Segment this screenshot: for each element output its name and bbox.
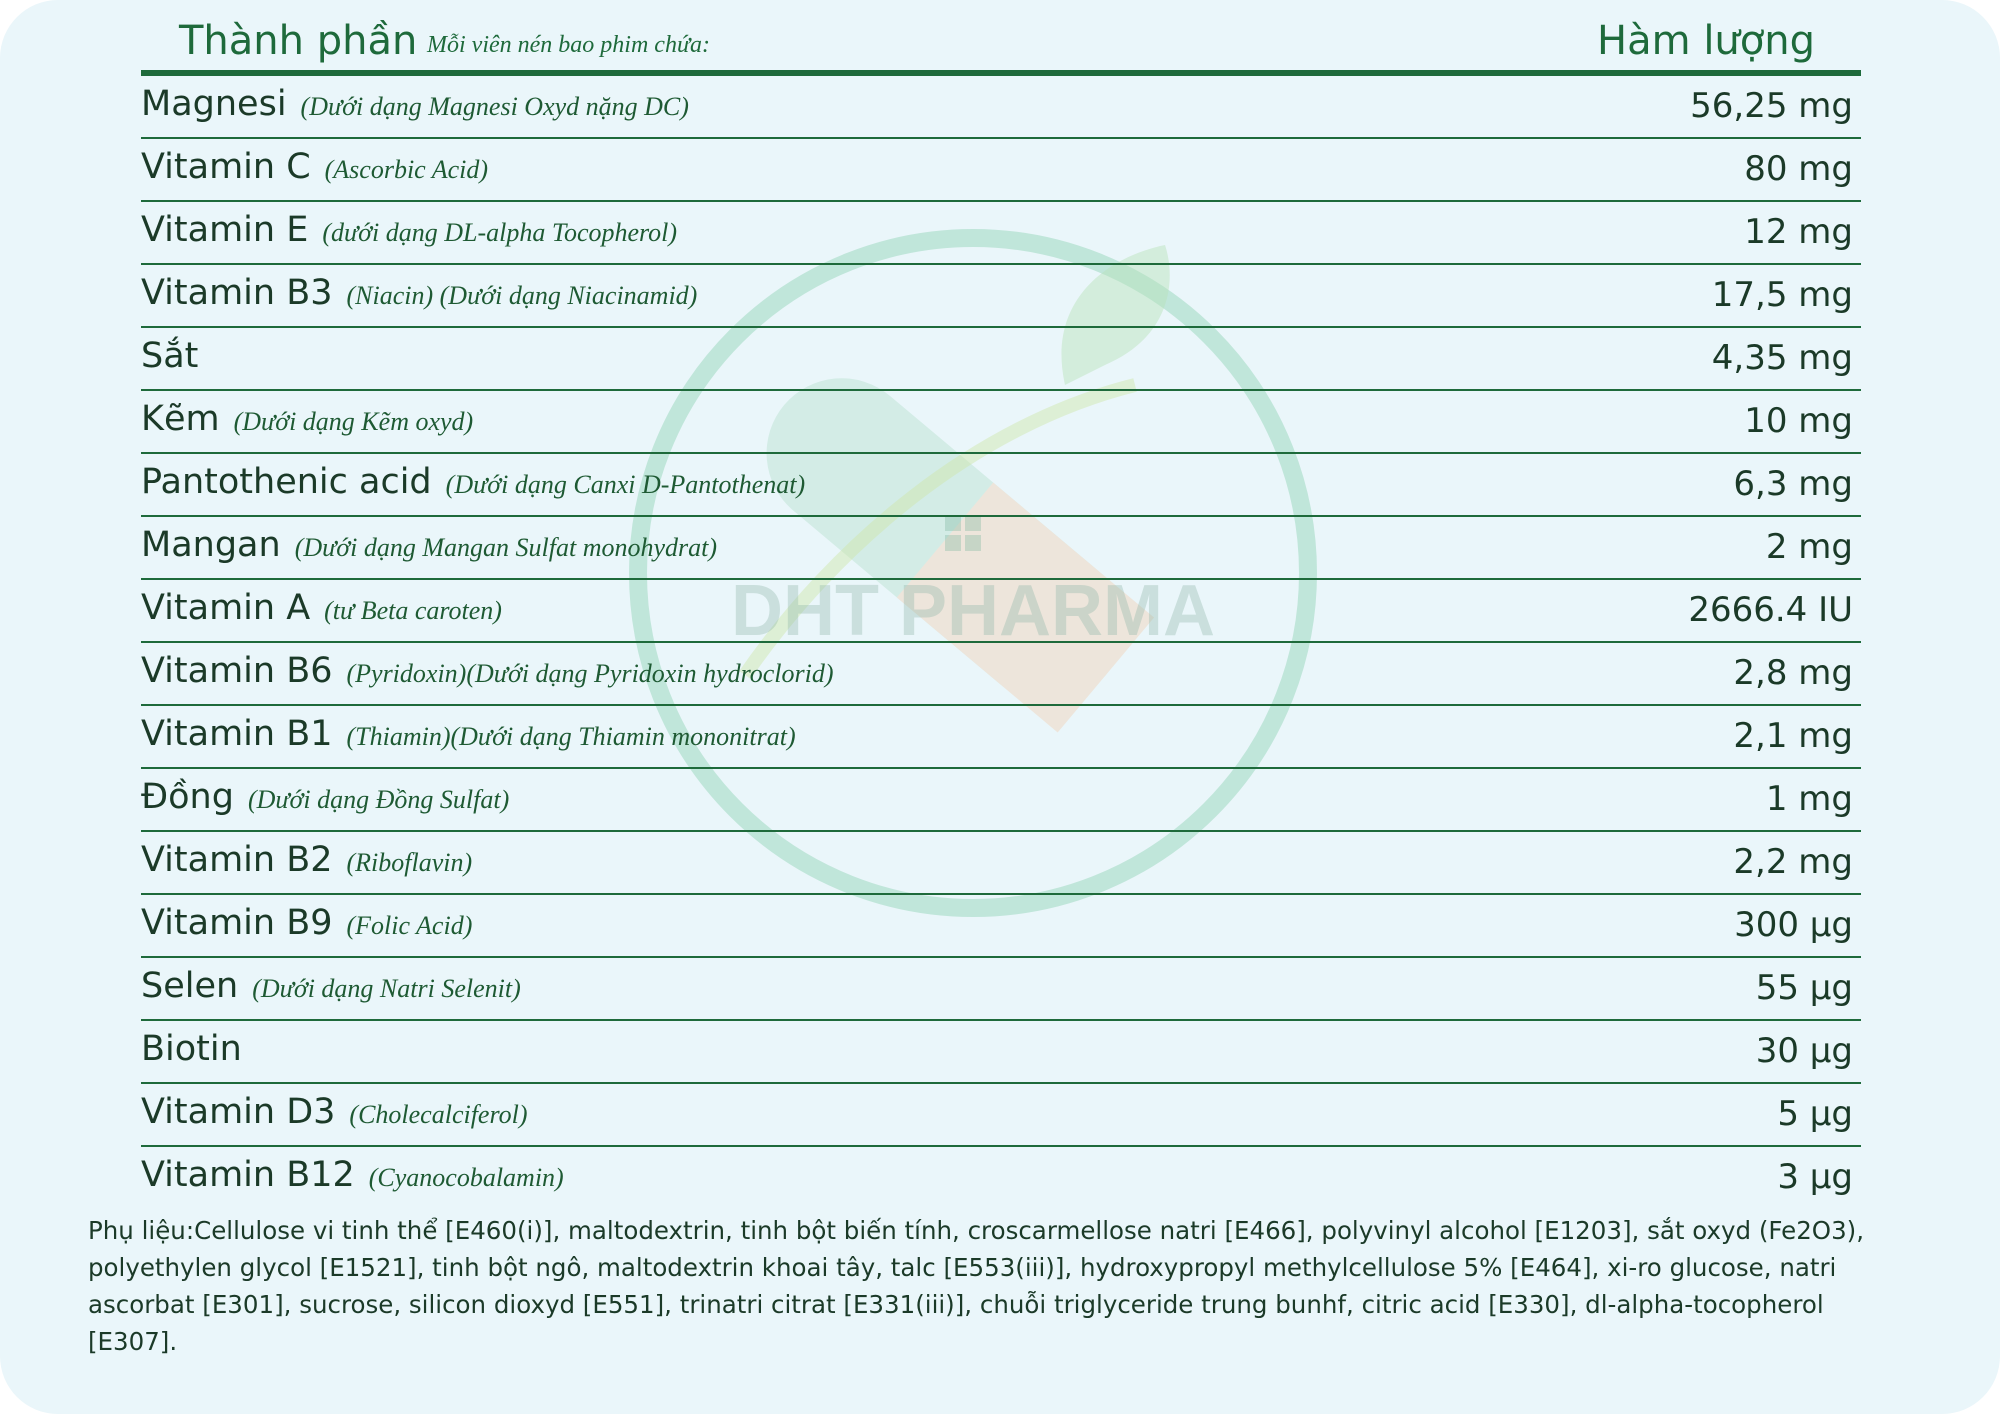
ingredient-cell: [141, 147, 488, 187]
amount-cell: 2,8 mg: [1733, 653, 1853, 693]
amount-cell: 10 mg: [1744, 401, 1853, 441]
ingredient-cell: [141, 777, 509, 817]
amount-cell: 80 mg: [1744, 149, 1853, 189]
ingredient-name: Vitamin B12: [141, 1155, 355, 1195]
ingredient-name: Vitamin B9: [141, 903, 333, 943]
amount-cell: 3 µg: [1777, 1157, 1853, 1197]
ingredient-note: (Thiamin)(Dưới dạng Thiamin mononitrat): [346, 722, 796, 751]
amount-cell: 2666.4 IU: [1688, 590, 1853, 630]
ingredient-name: Biotin: [141, 1029, 242, 1069]
ingredient-cell: [141, 840, 472, 880]
ingredient-cell: [141, 462, 805, 502]
ingredient-name: Vitamin D3: [141, 1092, 336, 1132]
ingredient-note: (Dưới dạng Kẽm oxyd): [233, 407, 474, 436]
watermark-brand-text: DHT PHARMA: [731, 571, 1215, 651]
table-row: [141, 454, 1861, 517]
ingredient-cell: [141, 588, 502, 628]
table-row: [141, 1021, 1861, 1084]
table-row: [141, 76, 1861, 139]
ingredient-name: Vitamin A: [141, 588, 311, 628]
ingredient-note: (Niacin) (Dưới dạng Niacinamid): [346, 281, 698, 310]
ingredient-name: Vitamin B3: [141, 273, 333, 313]
ingredient-name: Mangan: [141, 525, 281, 565]
table-row: [141, 1147, 1861, 1208]
ingredient-name: Kẽm: [141, 399, 220, 439]
table-row: [141, 139, 1861, 202]
ingredient-name: Vitamin C: [141, 147, 311, 187]
amount-cell: 6,3 mg: [1733, 464, 1853, 504]
amount-cell: 17,5 mg: [1711, 275, 1853, 315]
table-row: [141, 832, 1861, 895]
amount-cell: 300 µg: [1734, 905, 1853, 945]
ingredient-cell: [141, 84, 689, 124]
ingredient-cell: [141, 1029, 242, 1069]
ingredient-note: (Riboflavin): [346, 848, 473, 877]
table-row: [141, 391, 1861, 454]
ingredient-cell: [141, 525, 717, 565]
ingredient-note: (Dưới dạng Đồng Sulfat): [247, 785, 510, 814]
amount-cell: 2,2 mg: [1733, 842, 1853, 882]
amount-cell: 1 mg: [1765, 779, 1853, 819]
table-row: [141, 958, 1861, 1021]
ingredient-name: Magnesi: [141, 84, 287, 124]
table-body: [141, 76, 1861, 1208]
ingredient-cell: [141, 273, 697, 313]
table-row: [141, 328, 1861, 391]
amount-column-header: Hàm lượng: [1597, 18, 1815, 64]
ingredient-note: (Dưới dạng Canxi D-Pantothenat): [445, 470, 806, 499]
amount-cell: 2 mg: [1765, 527, 1853, 567]
ingredient-cell: [141, 966, 521, 1006]
ingredient-cell: [141, 903, 472, 943]
ingredient-column-subheader: Mỗi viên nén bao phim chứa:: [427, 32, 711, 58]
ingredient-name: Vitamin B1: [141, 714, 333, 754]
table-row: [141, 895, 1861, 958]
ingredient-name: Pantothenic acid: [141, 462, 432, 502]
table-row: [141, 265, 1861, 328]
amount-cell: 4,35 mg: [1711, 338, 1853, 378]
ingredient-note: (dưới dạng DL-alpha Tocopherol): [322, 218, 678, 247]
ingredient-cell: [141, 336, 198, 376]
amount-cell: 55 µg: [1755, 968, 1853, 1008]
ingredient-name: Đồng: [141, 777, 234, 817]
amount-cell: 12 mg: [1744, 212, 1853, 252]
ingredient-cell: [141, 651, 834, 691]
ingredient-note: (Ascorbic Acid): [324, 155, 489, 184]
table-row: [141, 706, 1861, 769]
ingredients-table: [141, 12, 1861, 1208]
ingredient-column-header: Thành phần: [179, 18, 418, 64]
table-row: [141, 202, 1861, 265]
amount-cell: 30 µg: [1755, 1031, 1853, 1071]
excipients-text: Phụ liệu:Cellulose vi tinh thể [E460(i)], maltodextrin, tinh bột biến tính, croscarmellose natri [E466], polyvinyl alcohol [E1203], sắt oxyd (Fe2O3), polyethylen glycol [E1521], tinh bột ngô, maltodextrin khoai tây, talc [E553(iii)], hydroxypropyl methylcellulose 5% [E464], xi-ro glucose, natri ascorbat [E301], sucrose, silicon dioxyd [E551], trinatri citrat [E331(iii)], chuỗi triglyceride trung bunhf, citric acid [E330], dl-alpha-tocopherol [E307].: [88, 1216, 1865, 1356]
ingredient-note: (Cholecalciferol): [349, 1100, 528, 1129]
ingredient-note: (Folic Acid): [346, 911, 473, 940]
ingredient-name: Vitamin B6: [141, 651, 333, 691]
ingredient-note: (Dưới dạng Natri Selenit): [252, 974, 521, 1003]
ingredient-note: (Cyanocobalamin): [368, 1163, 564, 1192]
ingredient-name: Sắt: [141, 336, 199, 376]
table-row: [141, 580, 1861, 643]
ingredient-note: (Dưới dạng Magnesi Oxyd nặng DC): [300, 92, 689, 121]
ingredient-name: Vitamin B2: [141, 840, 333, 880]
table-header: [141, 12, 1861, 76]
ingredient-cell: [141, 399, 473, 439]
table-row: [141, 1084, 1861, 1147]
amount-cell: 2,1 mg: [1733, 716, 1853, 756]
ingredient-note: (tư Beta caroten): [324, 596, 502, 625]
ingredient-note: (Dưới dạng Mangan Sulfat monohydrat): [294, 533, 718, 562]
ingredient-cell: [141, 210, 677, 250]
ingredient-cell: [141, 714, 796, 754]
ingredient-cell: [141, 1155, 564, 1195]
table-row: [141, 769, 1861, 832]
ingredient-name: Vitamin E: [141, 210, 309, 250]
ingredient-cell: [141, 1092, 528, 1132]
amount-cell: 56,25 mg: [1690, 86, 1853, 126]
amount-cell: 5 µg: [1777, 1094, 1853, 1134]
ingredient-name: Selen: [141, 966, 239, 1006]
table-row: [141, 517, 1861, 580]
table-row: [141, 643, 1861, 706]
ingredient-note: (Pyridoxin)(Dưới dạng Pyridoxin hydroclorid): [346, 659, 834, 688]
